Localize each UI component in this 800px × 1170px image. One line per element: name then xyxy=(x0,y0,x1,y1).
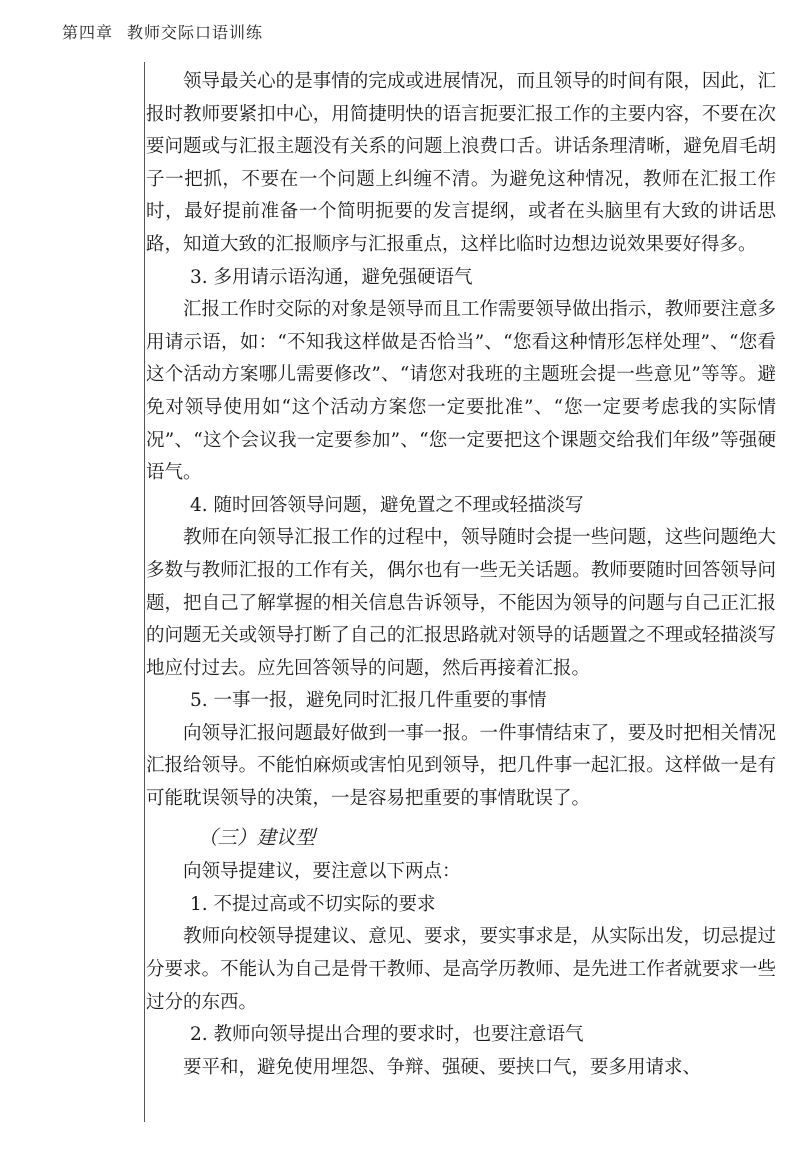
paragraph: 领导最关心的是事情的完成或进展情况，而且领导的时间有限，因此，汇报时教师要紧扣中心，用简捷明快的语言扼要汇报工作的主要内容，不要在次要问题或与汇报主题没有关系的问题上浪费口舌。讲话条理清晰，避免眉毛胡子一把抓，不要在一个问题上纠缠不清。为避免这种情况，教师在汇报工作时，最好提前准备一个简明扼要的发言提纲，或者在头脑里有大致的讲话思路，知道大致的汇报顺序与汇报重点，这样比临时边想边说效果要好得多。 xyxy=(146,71,776,255)
chapter-title: 教师交际口语训练 xyxy=(127,23,264,42)
paragraph: 向领导提建议，要注意以下两点： xyxy=(183,861,461,883)
running-header xyxy=(62,20,263,43)
margin-rule xyxy=(144,62,145,1122)
paragraph: 教师在向领导汇报工作的过程中，领导随时会提一些问题，这些问题绝大多数与教师汇报的工作有关，偶尔也有一些无关话题。教师要随时回答领导问题，把自己了解掌握的相关信息告诉领导，不能因为领导的问题与自己正汇报的问题无关或领导打断了自己的汇报思路就对领导的话题置之不理或轻描淡写地应付过去。应先回答领导的问题，然后再接着汇报。 xyxy=(146,527,776,679)
paragraph: 要平和，避免使用埋怨、争辩、强硬、要挟口气，要多用请求、 xyxy=(183,1056,702,1078)
page-body xyxy=(146,66,776,1084)
chapter-number: 第四章 xyxy=(62,23,114,42)
subheading: 2. 教师向领导提出合理的要求时，也要注意语气 xyxy=(190,1024,584,1046)
subheading: 4. 随时回答领导问题，避免置之不理或轻描淡写 xyxy=(190,494,584,516)
paragraph: 教师向校领导提建议、意见、要求，要实事求是，从实际出发，切忌提过分要求。不能认为自己是骨干教师、是高学历教师、是先进工作者就要求一些过分的东西。 xyxy=(146,926,776,1013)
section-title: （三）建议型 xyxy=(198,825,316,849)
paragraph: 向领导汇报问题最好做到一事一报。一件事情结束了，要及时把相关情况汇报给领导。不能怕麻烦或害怕见到领导，把几件事一起汇报。这样做一是有可能耽误领导的决策，一是容易把重要的事情耽误了。 xyxy=(146,722,776,810)
subheading: 3. 多用请示语沟通，避免强硬语气 xyxy=(190,266,473,288)
subheading: 5. 一事一报，避免同时汇报几件重要的事情 xyxy=(190,690,547,712)
paragraph: 汇报工作时交际的对象是领导而且工作需要领导做出指示，教师要注意多用请示语，如：“不知我这样做是否恰当”、“您看这种情形怎样处理”、“您看这个活动方案哪儿需要修改”、“请您对我班的主题班会提一些意见”等等。避免对领导使用如“这个活动方案您一定要批准”、“您一定要考虑我的实际情况”、“这个会议我一定要参加”、“您一定要把这个课题交给我们年级”等强硬语气。 xyxy=(146,299,776,484)
subheading: 1. 不提过高或不切实际的要求 xyxy=(190,893,436,915)
